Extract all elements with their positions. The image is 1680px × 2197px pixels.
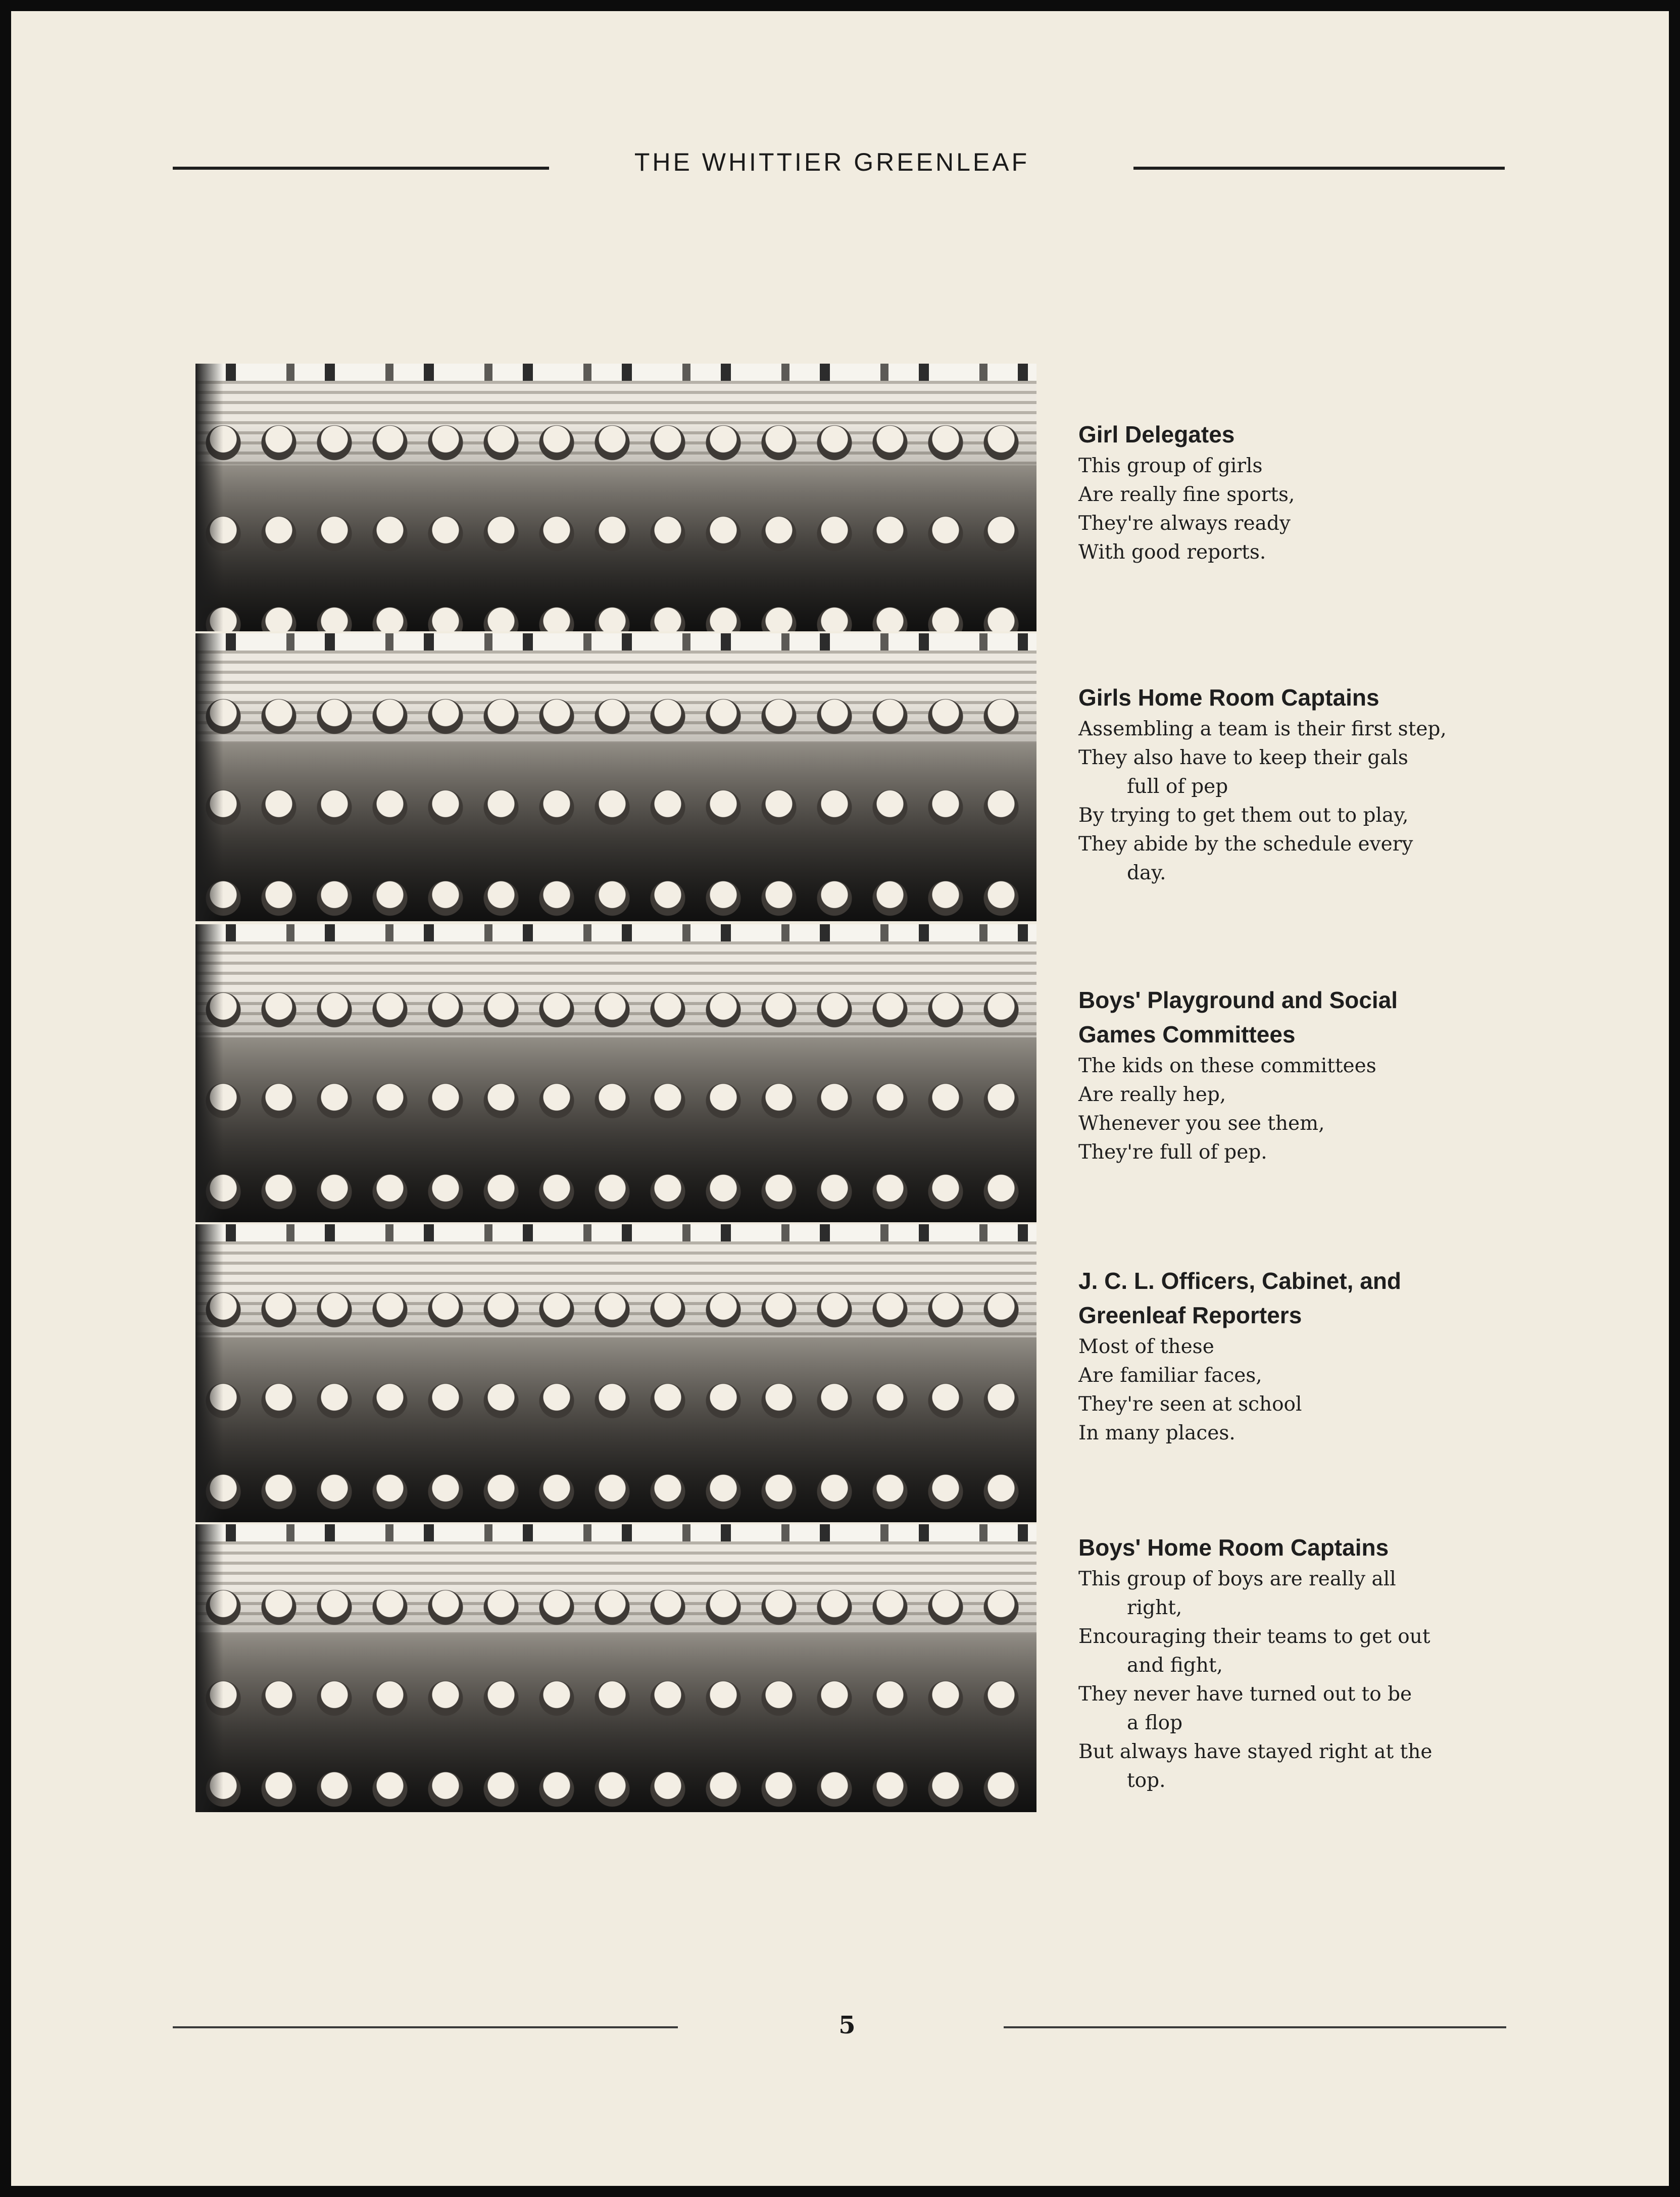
photo-side-dark (195, 924, 223, 1222)
caption-heading: Girl Delegates (1078, 421, 1235, 447)
caption-block (1078, 983, 1508, 1167)
caption-verse-line: full of pep (1127, 775, 1228, 798)
photo-crowd (195, 696, 1036, 921)
caption-verse-line: Are really hep, (1078, 1083, 1226, 1106)
caption-verse-line: and fight, (1127, 1654, 1223, 1677)
caption-heading: J. C. L. Officers, Cabinet, and (1078, 1268, 1402, 1294)
photo-crowd (195, 990, 1036, 1222)
caption-block (1078, 1530, 1508, 1795)
caption-heading: Games Committees (1078, 1021, 1296, 1047)
caption-verse-line: But always have stayed right at the (1078, 1740, 1432, 1763)
caption-verse-line: They never have turned out to be (1078, 1683, 1412, 1706)
photo-windows (195, 1524, 1036, 1541)
photo-crowd (195, 1587, 1036, 1812)
photo-windows (195, 1224, 1036, 1241)
caption-verse-line: Encouraging their teams to get out (1078, 1625, 1430, 1648)
caption-block (1078, 417, 1508, 567)
caption-verse-line: a flop (1127, 1712, 1183, 1734)
footer-rule-left (173, 2026, 678, 2028)
caption-verse-line: Are familiar faces, (1078, 1364, 1262, 1387)
caption-verse-line: Assembling a team is their first step, (1078, 718, 1447, 740)
group-photo-jcl-officers (195, 1224, 1036, 1522)
photo-crowd (195, 1290, 1036, 1522)
caption-block (1078, 680, 1508, 887)
photo-windows (195, 364, 1036, 381)
photo-side-dark (195, 364, 223, 631)
photo-side-dark (195, 1524, 223, 1812)
caption-verse-line: This group of boys are really all (1078, 1568, 1396, 1590)
caption-verse-line: Are really fine sports, (1078, 483, 1295, 506)
caption-verse-line: With good reports. (1078, 541, 1266, 564)
caption-heading: Greenleaf Reporters (1078, 1302, 1302, 1328)
caption-verse-line: In many places. (1078, 1422, 1236, 1444)
caption-verse-line: top. (1127, 1769, 1166, 1792)
caption-verse-line: They're full of pep. (1078, 1141, 1267, 1164)
caption-verse-line: They abide by the schedule every (1078, 833, 1413, 856)
group-photo-girl-delegates (195, 364, 1036, 631)
photo-crowd (195, 423, 1036, 631)
header-rule-right (1133, 167, 1505, 170)
photo-side-dark (195, 1224, 223, 1522)
header-rule-left (173, 167, 549, 170)
caption-verse-line: They also have to keep their gals (1078, 746, 1408, 769)
footer-rule-right (1004, 2026, 1506, 2028)
caption-verse-line: This group of girls (1078, 455, 1263, 477)
caption-verse-line: They're seen at school (1078, 1393, 1302, 1416)
caption-verse-line: They're always ready (1078, 512, 1291, 535)
caption-verse-line: right, (1127, 1596, 1182, 1619)
photo-windows (195, 924, 1036, 941)
caption-verse-line: By trying to get them out to play, (1078, 804, 1409, 827)
group-photo-boys-playground-committees (195, 924, 1036, 1222)
caption-heading: Boys' Home Room Captains (1078, 1534, 1389, 1561)
caption-verse-line: The kids on these committees (1078, 1055, 1376, 1077)
caption-block (1078, 1264, 1508, 1447)
yearbook-page (11, 11, 1669, 2186)
caption-verse-line: day. (1127, 862, 1166, 884)
caption-verse-line: Whenever you see them, (1078, 1112, 1325, 1135)
group-photo-girls-home-room-captains (195, 633, 1036, 921)
caption-heading: Girls Home Room Captains (1078, 684, 1379, 711)
group-photo-boys-home-room-captains (195, 1524, 1036, 1812)
caption-verse-line: Most of these (1078, 1335, 1214, 1358)
page-number: 5 (838, 2011, 856, 2039)
photo-side-dark (195, 633, 223, 921)
photo-windows (195, 633, 1036, 651)
caption-heading: Boys' Playground and Social (1078, 987, 1398, 1013)
page-title: THE WHITTIER GREENLEAF (634, 148, 1030, 176)
